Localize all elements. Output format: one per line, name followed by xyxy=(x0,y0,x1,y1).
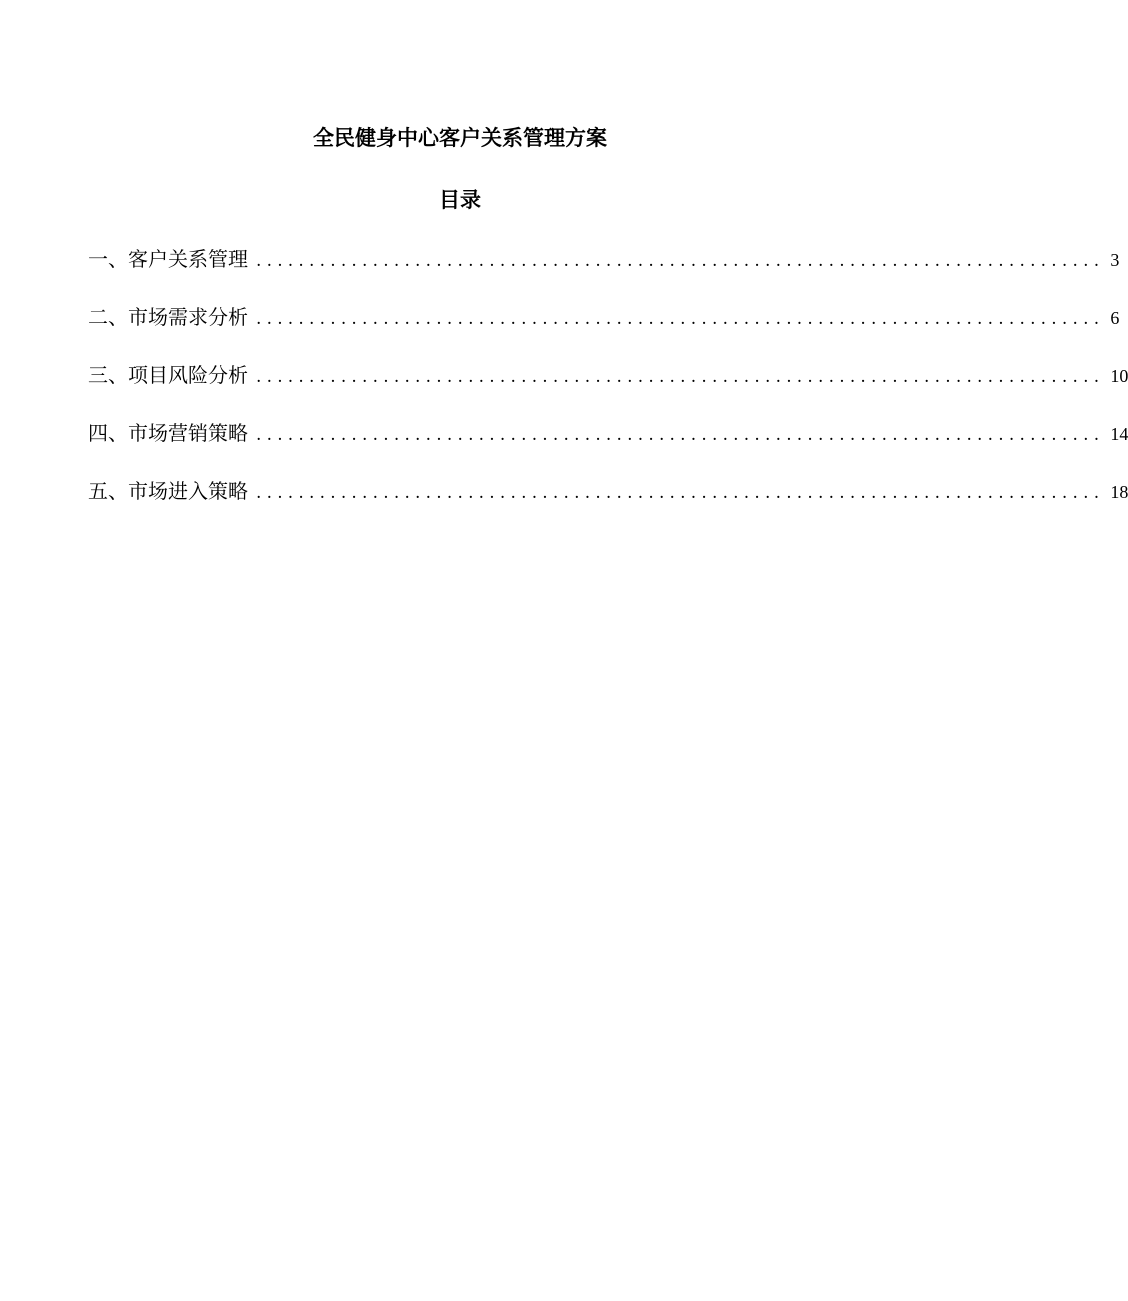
toc-page-number: 10 xyxy=(1110,366,1128,386)
toc-dot-leader: ................................................................................ xyxy=(256,367,1105,387)
toc-page-number: 14 xyxy=(1110,424,1128,444)
toc-entry-project-risk[interactable] xyxy=(88,355,1128,413)
toc-entry-label: 一、客户关系管理 xyxy=(88,247,248,271)
toc-entry-label: 四、市场营销策略 xyxy=(88,421,248,445)
toc-entry-customer-relationship[interactable] xyxy=(88,239,1120,297)
toc-page-number: 6 xyxy=(1110,308,1120,328)
toc-entry-label: 三、项目风险分析 xyxy=(88,363,248,387)
toc-entry-market-demand[interactable] xyxy=(88,297,1120,355)
table-of-contents xyxy=(88,239,1128,529)
toc-dot-leader: ................................................................................ xyxy=(256,251,1105,271)
toc-entry-label: 二、市场需求分析 xyxy=(88,305,248,329)
toc-entry-marketing-strategy[interactable] xyxy=(88,413,1128,471)
document-title: 全民健身中心客户关系管理方案 xyxy=(313,126,607,150)
toc-page-number: 3 xyxy=(1110,250,1120,270)
toc-heading: 目录 xyxy=(439,188,481,212)
toc-page-number: 18 xyxy=(1110,482,1128,502)
toc-entry-market-entry[interactable] xyxy=(88,471,1128,529)
toc-dot-leader: ................................................................................ xyxy=(256,425,1105,445)
toc-dot-leader: ................................................................................ xyxy=(256,483,1105,503)
toc-dot-leader: ................................................................................ xyxy=(256,309,1105,329)
toc-entry-label: 五、市场进入策略 xyxy=(88,479,248,503)
